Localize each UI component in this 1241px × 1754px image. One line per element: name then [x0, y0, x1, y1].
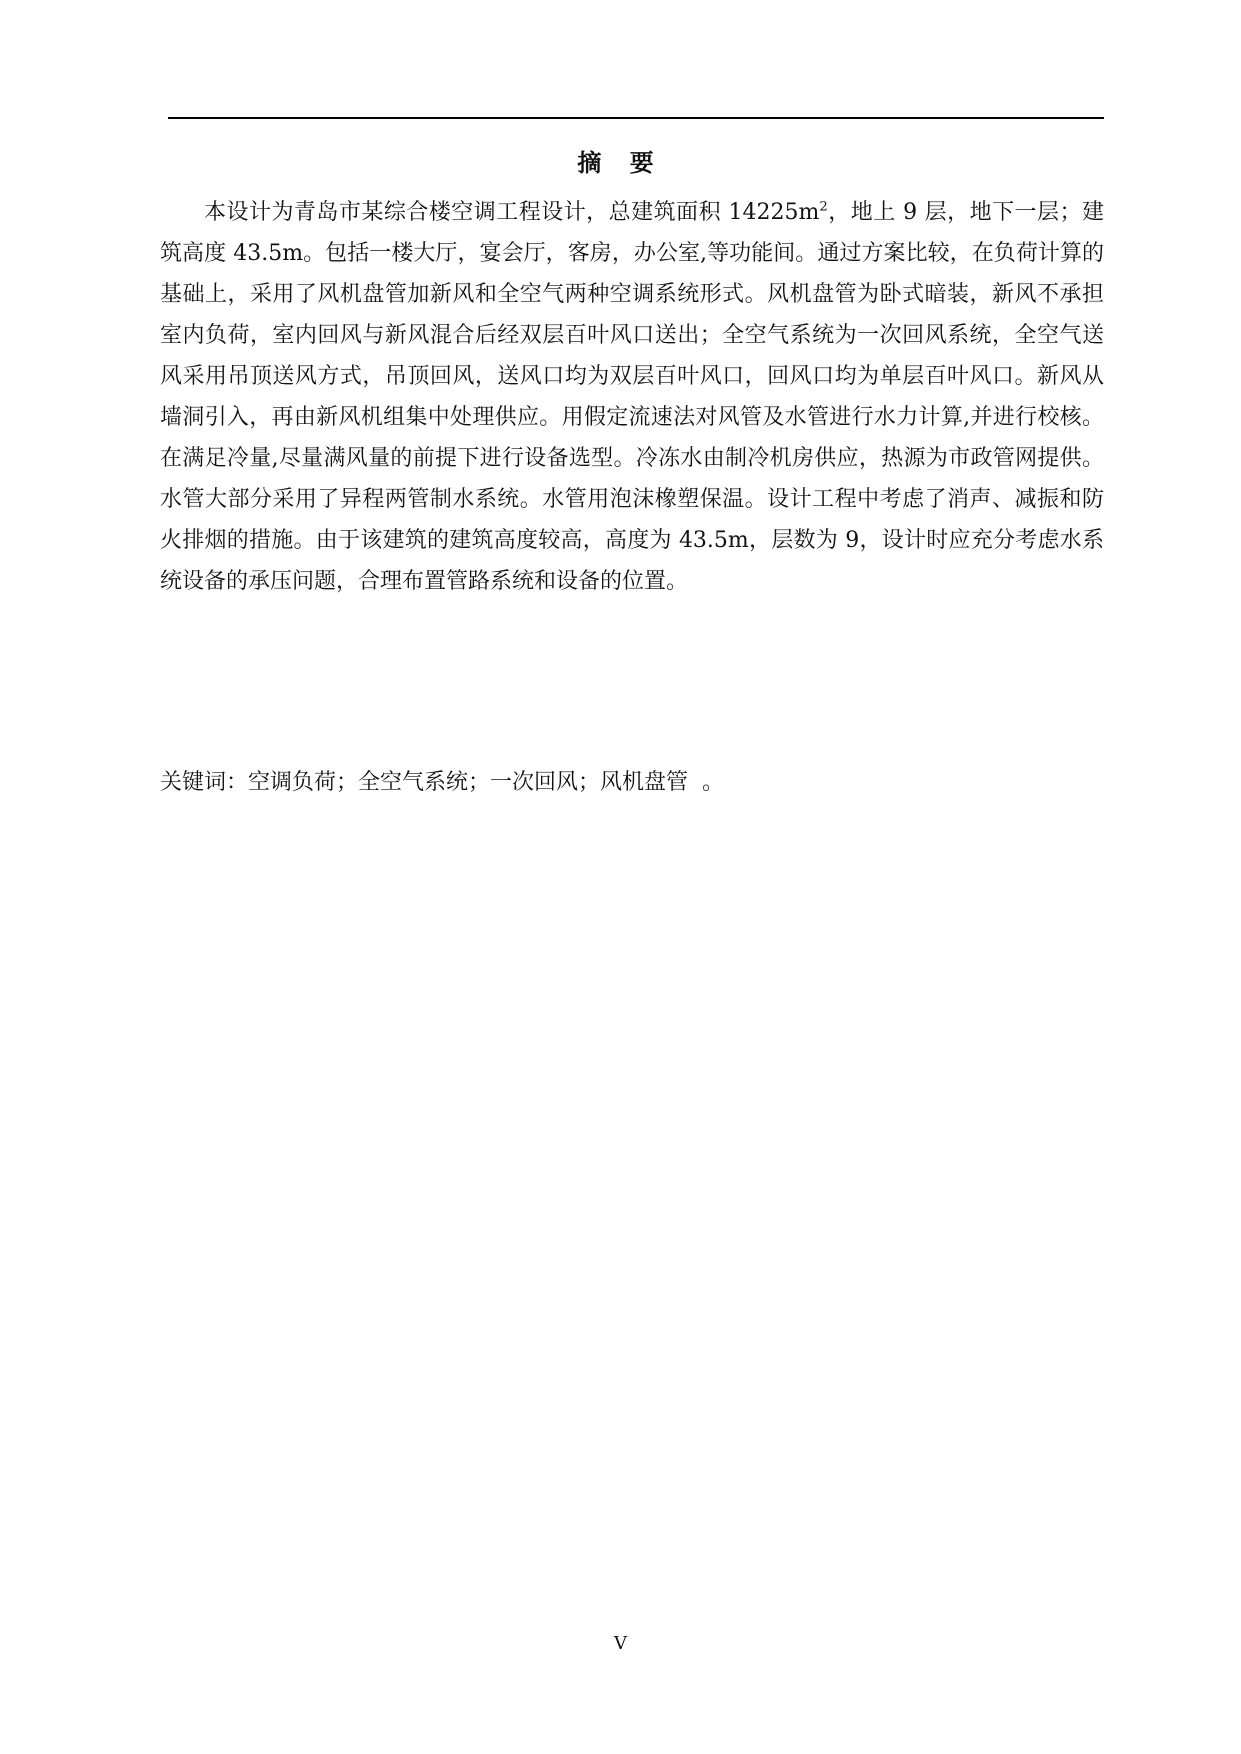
keywords-line: 关键词：空调负荷；全空气系统；一次回风；风机盘管 。 [160, 770, 724, 795]
abstract-text-part2: ，地上 9 层，地下一层；建筑高度 43.5m。包括一楼大厅，宴会厅，客房，办公室,等功能间。通过方案比较，在负荷计算的基础上，采用了风机盘管加新风和全空气两种空调系统形式。风机盘管为卧式暗装，新风不承担室内负荷，室内回风与新风混合后经双层百叶风口送出；全空气系统为一次回风系统，全空气送风采用吊顶送风方式，吊顶回风，送风口均为双层百叶风口，回风口均为单层百叶风口。新风从墙洞引入，再由新风机组集中处理供应。用假定流速法对风管及水管进行水力计算,并进行校核。在满足冷量,尽量满风量的前提下进行设备选型。冷冻水由制冷机房供应，热源为市政管网提供。水管大部分采用了异程两管制水系统。水管用泡沫橡塑保温。设计工程中考虑了消声、减振和防火排烟的措施。由于该建筑的建筑高度较高，高度为 43.5m，层数为 9，设计时应充分考虑水系统设备的承压问题，合理布置管路系统和设备的位置。 [160, 200, 1104, 594]
abstract-title: 摘 要 [577, 149, 664, 177]
header-rule [168, 117, 1104, 119]
area-unit-superscript: 2 [819, 199, 828, 215]
page-number: V [614, 1633, 627, 1654]
abstract-text-part1: 本设计为青岛市某综合楼空调工程设计，总建筑面积 14225m [204, 200, 820, 225]
abstract-paragraph [160, 192, 1104, 602]
